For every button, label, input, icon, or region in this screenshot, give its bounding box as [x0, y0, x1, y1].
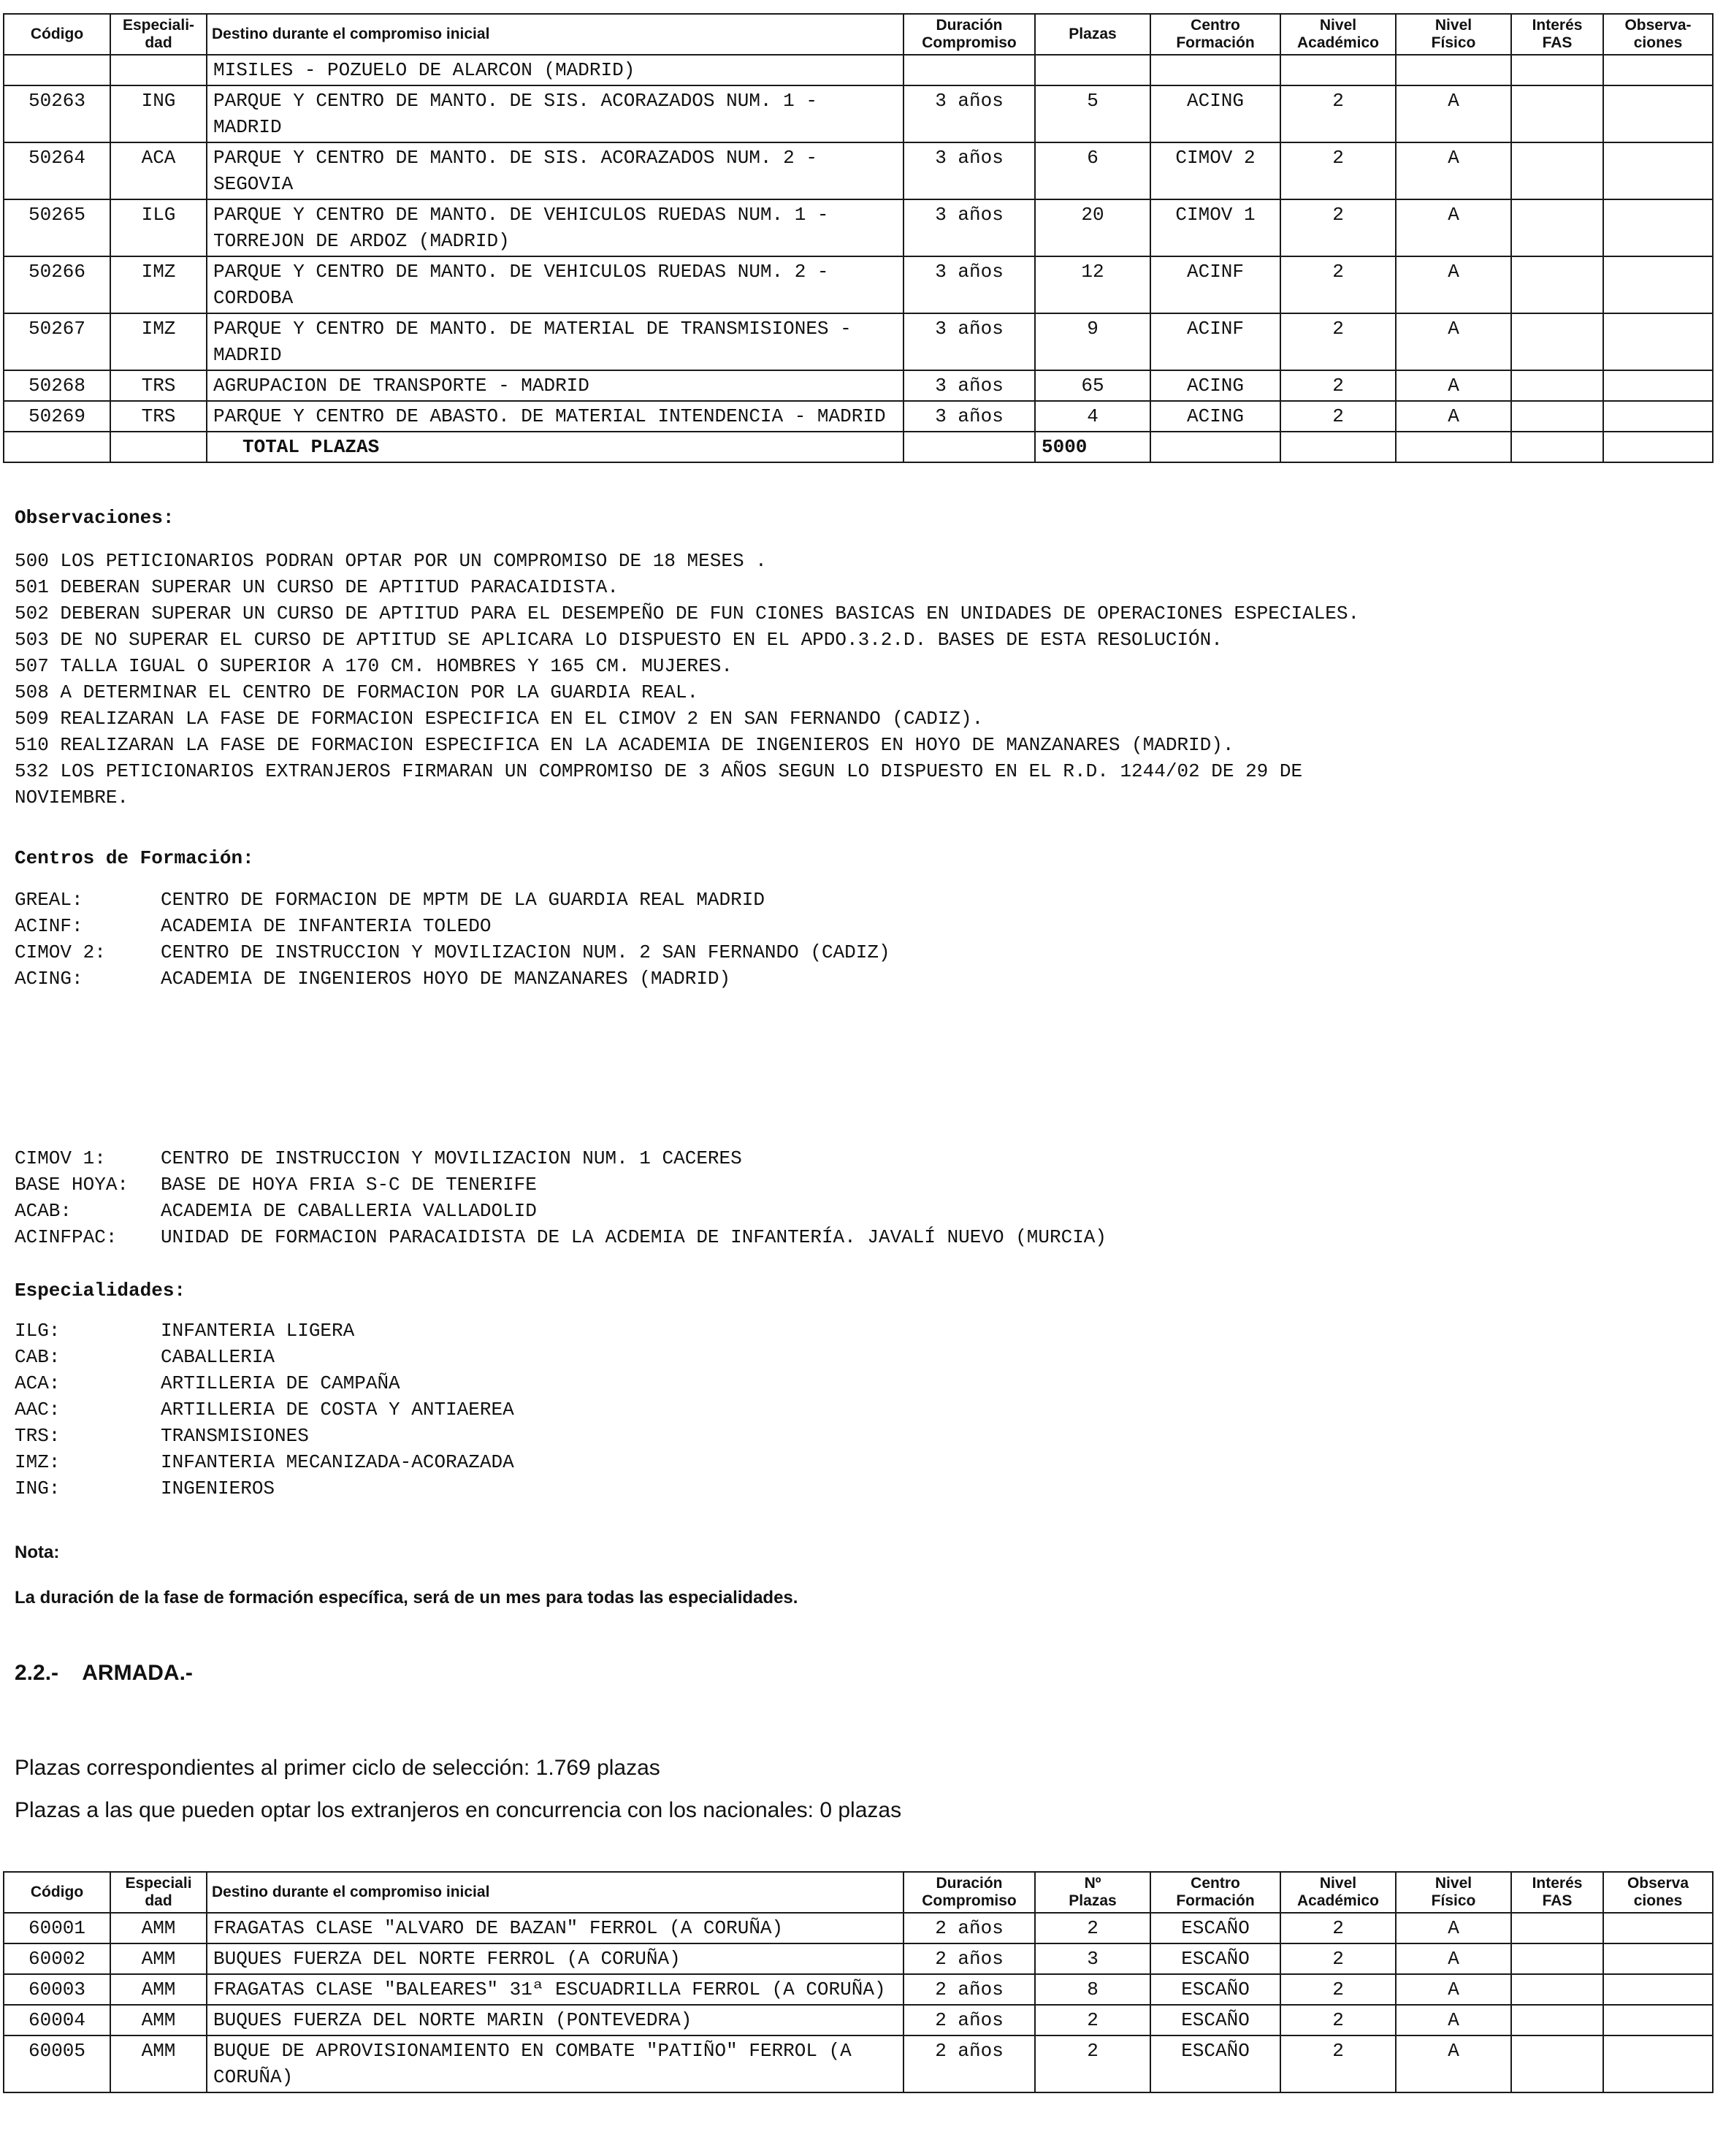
cell-especialidad: AMM: [110, 2035, 207, 2092]
definition-row: [15, 1145, 1107, 1171]
cell-plazas: 4: [1035, 401, 1150, 432]
observacion-line: 532 LOS PETICIONARIOS EXTRANJEROS FIRMARAN UN COMPROMISO DE 3 AÑOS SEGUN LO DISPUESTO EN EL R.D. 1244/02 DE 29 DE: [15, 760, 1303, 782]
cell-plazas: 12: [1035, 256, 1150, 313]
cell-centro: ESCAÑO: [1150, 2035, 1280, 2092]
cell-centro: ACING: [1150, 85, 1280, 142]
cell-plazas: 5: [1035, 85, 1150, 142]
observacion-line: 509 REALIZARAN LA FASE DE FORMACION ESPECIFICA EN EL CIMOV 2 EN SAN FERNANDO (CADIZ).: [15, 708, 984, 730]
header-observaciones: Observa ciones: [1603, 1872, 1713, 1913]
total-value: 5000: [1035, 432, 1150, 462]
header-especialidad: Especiali- dad: [110, 14, 207, 55]
cell-plazas: 3: [1035, 1943, 1150, 1974]
cell-plazas: [1035, 55, 1150, 85]
cell-observaciones: [1603, 1943, 1713, 1974]
cell-nivel-academico: [1280, 55, 1396, 85]
header-nivel-academico: Nivel Académico: [1280, 14, 1396, 55]
centros-list-1: [15, 887, 890, 992]
cell-observaciones: [1603, 2005, 1713, 2035]
table-row: [4, 2005, 1713, 2035]
header-observaciones: Observa- ciones: [1603, 14, 1713, 55]
cell-centro: ESCAÑO: [1150, 2005, 1280, 2035]
definition-key: GREAL:: [15, 889, 83, 911]
cell-codigo: 60005: [4, 2035, 110, 2092]
cell-observaciones: [1603, 370, 1713, 401]
cell-duracion: 3 años: [903, 85, 1035, 142]
total-empty-cell: [1511, 432, 1603, 462]
cell-interes-fas: [1511, 370, 1603, 401]
definition-key: ILG:: [15, 1320, 61, 1342]
header-duracion: Duración Compromiso: [903, 1872, 1035, 1913]
cell-nivel-academico: 2: [1280, 401, 1396, 432]
ejercito-table: [3, 13, 1714, 463]
definition-row: [15, 939, 890, 966]
cell-nivel-academico: 2: [1280, 313, 1396, 370]
cell-observaciones: [1603, 401, 1713, 432]
definition-value: ARTILLERIA DE COSTA Y ANTIAEREA: [161, 1399, 514, 1421]
total-label: TOTAL PLAZAS: [207, 432, 903, 462]
definition-row: [15, 1171, 1107, 1198]
definition-row: [15, 966, 890, 992]
definition-value: CABALLERIA: [161, 1346, 275, 1368]
definition-row: [15, 1318, 514, 1344]
cell-observaciones: [1603, 85, 1713, 142]
cell-destino: BUQUES FUERZA DEL NORTE MARIN (PONTEVEDRA): [207, 2005, 903, 2035]
header-destino: Destino durante el compromiso inicial: [207, 14, 903, 55]
cell-destino: BUQUE DE APROVISIONAMIENTO EN COMBATE "PATIÑO" FERROL (A CORUÑA): [207, 2035, 903, 2092]
cell-observaciones: [1603, 2035, 1713, 2092]
definition-row: [15, 887, 890, 913]
observacion-line: 500 LOS PETICIONARIOS PODRAN OPTAR POR UN COMPROMISO DE 18 MESES .: [15, 550, 767, 572]
cell-plazas: 2: [1035, 2035, 1150, 2092]
definition-row: [15, 1475, 514, 1502]
cell-nivel-fisico: A: [1396, 2035, 1511, 2092]
definition-key: TRS:: [15, 1425, 61, 1447]
cell-destino: PARQUE Y CENTRO DE MANTO. DE SIS. ACORAZADOS NUM. 2 - SEGOVIA: [207, 142, 903, 199]
total-empty-cell: [1396, 432, 1511, 462]
armada-plazas-line: Plazas correspondientes al primer ciclo de selección: 1.769 plazas: [15, 1756, 660, 1780]
total-empty-cell: [110, 432, 207, 462]
total-empty-cell: [1603, 432, 1713, 462]
cell-destino: AGRUPACION DE TRANSPORTE - MADRID: [207, 370, 903, 401]
cell-duracion: 3 años: [903, 370, 1035, 401]
cell-interes-fas: [1511, 85, 1603, 142]
especialidades-section: [15, 1280, 514, 1502]
header-especialidad: Especiali dad: [110, 1872, 207, 1913]
table-row: [4, 1943, 1713, 1974]
cell-centro: ACING: [1150, 401, 1280, 432]
header-nivel-academico: Nivel Académico: [1280, 1872, 1396, 1913]
table-row: [4, 1913, 1713, 1943]
cell-codigo: 50269: [4, 401, 110, 432]
total-empty-cell: [903, 432, 1035, 462]
cell-observaciones: [1603, 313, 1713, 370]
cell-nivel-academico: 2: [1280, 1974, 1396, 2005]
cell-especialidad: ILG: [110, 199, 207, 256]
cell-nivel-fisico: A: [1396, 401, 1511, 432]
cell-duracion: 2 años: [903, 1943, 1035, 1974]
cell-especialidad: TRS: [110, 401, 207, 432]
cell-destino: PARQUE Y CENTRO DE MANTO. DE VEHICULOS RUEDAS NUM. 1 - TORREJON DE ARDOZ (MADRID): [207, 199, 903, 256]
cell-codigo: 50267: [4, 313, 110, 370]
nota-text: La duración de la fase de formación específica, será de un mes para todas las especialidades.: [15, 1588, 798, 1608]
armada-table: [3, 1871, 1714, 2093]
header-destino: Destino durante el compromiso inicial: [207, 1872, 903, 1913]
observacion-line: 507 TALLA IGUAL O SUPERIOR A 170 CM. HOMBRES Y 165 CM. MUJERES.: [15, 655, 733, 677]
cell-duracion: 3 años: [903, 401, 1035, 432]
cell-codigo: 50263: [4, 85, 110, 142]
definition-key: CIMOV 2:: [15, 941, 106, 963]
header-centro: Centro Formación: [1150, 14, 1280, 55]
cell-centro: [1150, 55, 1280, 85]
cell-interes-fas: [1511, 313, 1603, 370]
cell-interes-fas: [1511, 1974, 1603, 2005]
table-row: [4, 370, 1713, 401]
cell-nivel-fisico: [1396, 55, 1511, 85]
header-codigo: Código: [4, 1872, 110, 1913]
table-header-row: [4, 14, 1713, 55]
especialidades-heading: Especialidades:: [15, 1280, 186, 1301]
cell-interes-fas: [1511, 1913, 1603, 1943]
centros-heading: Centros de Formación:: [15, 847, 254, 869]
cell-nivel-academico: 2: [1280, 199, 1396, 256]
cell-observaciones: [1603, 199, 1713, 256]
cell-centro: ESCAÑO: [1150, 1913, 1280, 1943]
cell-nivel-fisico: A: [1396, 256, 1511, 313]
cell-duracion: 3 años: [903, 142, 1035, 199]
cell-especialidad: [110, 55, 207, 85]
header-duracion: Duración Compromiso: [903, 14, 1035, 55]
cell-observaciones: [1603, 142, 1713, 199]
centros-section-2: [15, 1145, 1107, 1250]
cell-nivel-fisico: A: [1396, 2005, 1511, 2035]
cell-nivel-fisico: A: [1396, 1913, 1511, 1943]
cell-codigo: 60001: [4, 1913, 110, 1943]
cell-nivel-fisico: A: [1396, 313, 1511, 370]
definition-value: INFANTERIA MECANIZADA-ACORAZADA: [161, 1451, 514, 1473]
definition-key: CIMOV 1:: [15, 1147, 106, 1169]
definition-row: [15, 1224, 1107, 1250]
table-row: [4, 55, 1713, 85]
definition-row: [15, 913, 890, 939]
cell-plazas: 8: [1035, 1974, 1150, 2005]
definition-key: ACINFPAC:: [15, 1226, 118, 1248]
cell-especialidad: AMM: [110, 1913, 207, 1943]
cell-codigo: 60004: [4, 2005, 110, 2035]
header-interes-fas: Interés FAS: [1511, 14, 1603, 55]
cell-interes-fas: [1511, 199, 1603, 256]
header-interes-fas: Interés FAS: [1511, 1872, 1603, 1913]
header-plazas: Nº Plazas: [1035, 1872, 1150, 1913]
cell-interes-fas: [1511, 1943, 1603, 1974]
cell-especialidad: IMZ: [110, 313, 207, 370]
header-centro: Centro Formación: [1150, 1872, 1280, 1913]
cell-centro: ESCAÑO: [1150, 1974, 1280, 2005]
cell-duracion: 3 años: [903, 256, 1035, 313]
total-row: [4, 432, 1713, 462]
cell-duracion: 2 años: [903, 1913, 1035, 1943]
cell-codigo: 50268: [4, 370, 110, 401]
observacion-line: 510 REALIZARAN LA FASE DE FORMACION ESPECIFICA EN LA ACADEMIA DE INGENIEROS EN HOYO DE MANZANARES (MADRID).: [15, 734, 1234, 756]
cell-nivel-fisico: A: [1396, 85, 1511, 142]
cell-duracion: 3 años: [903, 199, 1035, 256]
definition-value: ACADEMIA DE INGENIEROS HOYO DE MANZANARES (MADRID): [161, 968, 731, 990]
observacion-line: 503 DE NO SUPERAR EL CURSO DE APTITUD SE APLICARA LO DISPUESTO EN EL APDO.3.2.D. BASES DE ESTA RESOLUCIÓN.: [15, 629, 1223, 651]
cell-centro: ESCAÑO: [1150, 1943, 1280, 1974]
cell-observaciones: [1603, 1974, 1713, 2005]
cell-destino: PARQUE Y CENTRO DE ABASTO. DE MATERIAL INTENDENCIA - MADRID: [207, 401, 903, 432]
cell-nivel-academico: 2: [1280, 85, 1396, 142]
cell-observaciones: [1603, 256, 1713, 313]
cell-duracion: [903, 55, 1035, 85]
cell-interes-fas: [1511, 55, 1603, 85]
observacion-line: 508 A DETERMINAR EL CENTRO DE FORMACION POR LA GUARDIA REAL.: [15, 681, 699, 703]
definition-row: [15, 1344, 514, 1370]
cell-duracion: 2 años: [903, 2035, 1035, 2092]
cell-nivel-academico: 2: [1280, 1913, 1396, 1943]
cell-nivel-fisico: A: [1396, 1974, 1511, 2005]
cell-especialidad: AMM: [110, 1974, 207, 2005]
definition-value: CENTRO DE INSTRUCCION Y MOVILIZACION NUM. 1 CACERES: [161, 1147, 742, 1169]
definition-row: [15, 1449, 514, 1475]
cell-especialidad: ACA: [110, 142, 207, 199]
table-row: [4, 85, 1713, 142]
cell-especialidad: IMZ: [110, 256, 207, 313]
cell-duracion: 3 años: [903, 313, 1035, 370]
table-row: [4, 142, 1713, 199]
cell-codigo: 60002: [4, 1943, 110, 1974]
cell-centro: CIMOV 1: [1150, 199, 1280, 256]
cell-especialidad: AMM: [110, 1943, 207, 1974]
cell-especialidad: AMM: [110, 2005, 207, 2035]
cell-destino: MISILES - POZUELO DE ALARCON (MADRID): [207, 55, 903, 85]
cell-interes-fas: [1511, 2005, 1603, 2035]
cell-duracion: 2 años: [903, 2005, 1035, 2035]
header-codigo: Código: [4, 14, 110, 55]
table-row: [4, 401, 1713, 432]
cell-destino: PARQUE Y CENTRO DE MANTO. DE SIS. ACORAZADOS NUM. 1 - MADRID: [207, 85, 903, 142]
header-nivel-fisico: Nivel Físico: [1396, 14, 1511, 55]
definition-value: BASE DE HOYA FRIA S-C DE TENERIFE: [161, 1174, 537, 1196]
cell-interes-fas: [1511, 256, 1603, 313]
observacion-line: 501 DEBERAN SUPERAR UN CURSO DE APTITUD PARACAIDISTA.: [15, 576, 619, 598]
cell-observaciones: [1603, 1913, 1713, 1943]
definition-key: ACA:: [15, 1372, 61, 1394]
cell-nivel-academico: 2: [1280, 2035, 1396, 2092]
header-nivel-fisico: Nivel Físico: [1396, 1872, 1511, 1913]
table-row: [4, 2035, 1713, 2092]
cell-nivel-academico: 2: [1280, 142, 1396, 199]
cell-destino: PARQUE Y CENTRO DE MANTO. DE MATERIAL DE TRANSMISIONES - MADRID: [207, 313, 903, 370]
cell-plazas: 2: [1035, 2005, 1150, 2035]
total-empty-cell: [1280, 432, 1396, 462]
cell-especialidad: TRS: [110, 370, 207, 401]
cell-destino: PARQUE Y CENTRO DE MANTO. DE VEHICULOS RUEDAS NUM. 2 - CORDOBA: [207, 256, 903, 313]
cell-codigo: 60003: [4, 1974, 110, 2005]
cell-nivel-fisico: A: [1396, 142, 1511, 199]
cell-nivel-academico: 2: [1280, 1943, 1396, 1974]
definition-key: AAC:: [15, 1399, 61, 1421]
cell-nivel-academico: 2: [1280, 256, 1396, 313]
cell-especialidad: ING: [110, 85, 207, 142]
header-plazas: Plazas: [1035, 14, 1150, 55]
observacion-line: NOVIEMBRE.: [15, 787, 129, 808]
definition-row: [15, 1198, 1107, 1224]
cell-nivel-fisico: A: [1396, 370, 1511, 401]
definition-value: ARTILLERIA DE CAMPAÑA: [161, 1372, 400, 1394]
table-row: [4, 256, 1713, 313]
table-header-row: [4, 1872, 1713, 1913]
cell-centro: ACING: [1150, 370, 1280, 401]
total-empty-cell: [4, 432, 110, 462]
especialidades-list: [15, 1318, 514, 1502]
cell-codigo: [4, 55, 110, 85]
definition-key: BASE HOYA:: [15, 1174, 129, 1196]
total-empty-cell: [1150, 432, 1280, 462]
cell-destino: FRAGATAS CLASE "BALEARES" 31ª ESCUADRILLA FERROL (A CORUÑA): [207, 1974, 903, 2005]
cell-centro: ACINF: [1150, 313, 1280, 370]
table-row: [4, 1974, 1713, 2005]
observaciones-list: [15, 548, 1359, 811]
armada-title: 2.2.- ARMADA.-: [15, 1661, 193, 1685]
definition-row: [15, 1370, 514, 1396]
observaciones-heading: Observaciones:: [15, 507, 175, 529]
definition-value: INFANTERIA LIGERA: [161, 1320, 355, 1342]
observaciones-section: [15, 507, 1359, 811]
cell-destino: BUQUES FUERZA DEL NORTE FERROL (A CORUÑA): [207, 1943, 903, 1974]
cell-nivel-fisico: A: [1396, 199, 1511, 256]
observacion-line: 502 DEBERAN SUPERAR UN CURSO DE APTITUD PARA EL DESEMPEÑO DE FUN CIONES BASICAS EN UNIDADES DE OPERACIONES ESPECIALES.: [15, 603, 1360, 624]
cell-plazas: 9: [1035, 313, 1150, 370]
cell-observaciones: [1603, 55, 1713, 85]
definition-row: [15, 1423, 514, 1449]
cell-centro: ACINF: [1150, 256, 1280, 313]
definition-value: ACADEMIA DE CABALLERIA VALLADOLID: [161, 1200, 537, 1222]
definition-key: ACING:: [15, 968, 83, 990]
table-row: [4, 313, 1713, 370]
cell-nivel-fisico: A: [1396, 1943, 1511, 1974]
cell-interes-fas: [1511, 2035, 1603, 2092]
cell-plazas: 20: [1035, 199, 1150, 256]
cell-plazas: 65: [1035, 370, 1150, 401]
definition-key: IMZ:: [15, 1451, 61, 1473]
nota-heading: Nota:: [15, 1543, 60, 1562]
cell-plazas: 2: [1035, 1913, 1150, 1943]
cell-codigo: 50265: [4, 199, 110, 256]
definition-key: ING:: [15, 1478, 61, 1499]
definition-value: TRANSMISIONES: [161, 1425, 309, 1447]
cell-interes-fas: [1511, 142, 1603, 199]
cell-centro: CIMOV 2: [1150, 142, 1280, 199]
cell-nivel-academico: 2: [1280, 2005, 1396, 2035]
definition-row: [15, 1396, 514, 1423]
cell-nivel-academico: 2: [1280, 370, 1396, 401]
definition-key: ACINF:: [15, 915, 83, 937]
cell-plazas: 6: [1035, 142, 1150, 199]
armada-extranjeros-line: Plazas a las que pueden optar los extranjeros en concurrencia con los nacionales: 0 plazas: [15, 1798, 902, 1822]
definition-value: ACADEMIA DE INFANTERIA TOLEDO: [161, 915, 492, 937]
definition-value: CENTRO DE FORMACION DE MPTM DE LA GUARDIA REAL MADRID: [161, 889, 765, 911]
centros-section: [15, 847, 890, 992]
definition-key: ACAB:: [15, 1200, 72, 1222]
cell-duracion: 2 años: [903, 1974, 1035, 2005]
definition-key: CAB:: [15, 1346, 61, 1368]
definition-value: CENTRO DE INSTRUCCION Y MOVILIZACION NUM. 2 SAN FERNANDO (CADIZ): [161, 941, 890, 963]
definition-value: INGENIEROS: [161, 1478, 275, 1499]
centros-list-2: [15, 1145, 1107, 1250]
cell-destino: FRAGATAS CLASE "ALVARO DE BAZAN" FERROL (A CORUÑA): [207, 1913, 903, 1943]
definition-value: UNIDAD DE FORMACION PARACAIDISTA DE LA ACDEMIA DE INFANTERÍA. JAVALÍ NUEVO (MURCIA): [161, 1226, 1107, 1248]
table-row: [4, 199, 1713, 256]
cell-codigo: 50266: [4, 256, 110, 313]
cell-interes-fas: [1511, 401, 1603, 432]
cell-codigo: 50264: [4, 142, 110, 199]
